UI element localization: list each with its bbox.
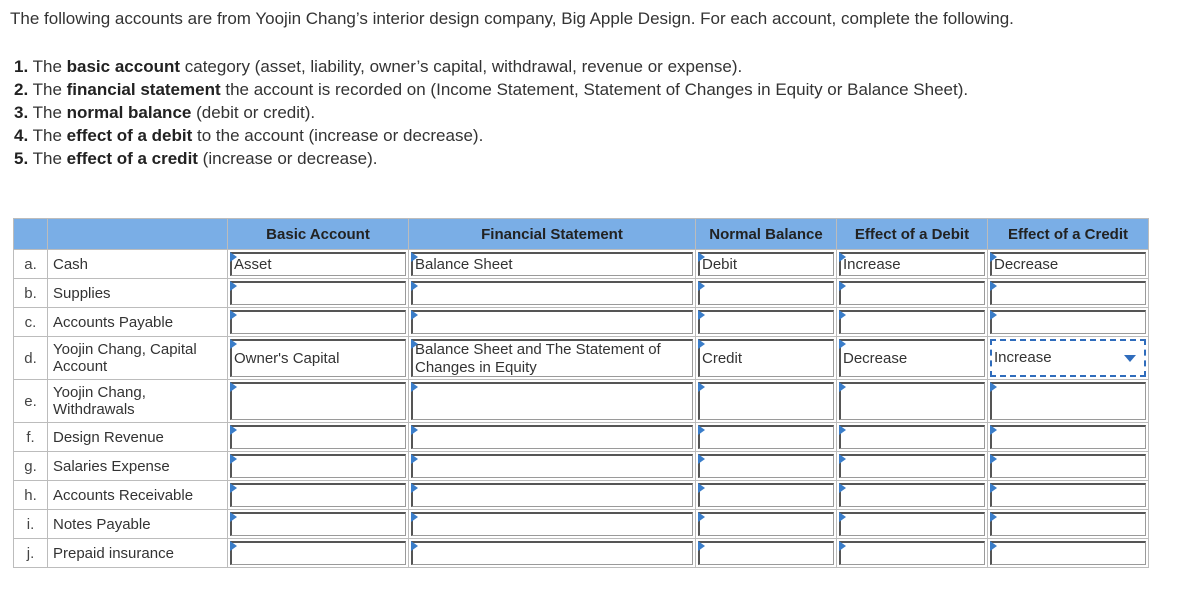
basic-account-select-cell [228,337,409,380]
basic-account-select[interactable] [230,512,406,536]
cell-wrapper [409,481,695,509]
flag-icon [990,512,997,522]
effect-debit-select-cell [837,423,988,452]
normal-balance-select-cell [696,279,837,308]
effect-debit-select[interactable] [839,281,985,305]
select-value: Credit [702,349,743,367]
header-financial-statement: Financial Statement [409,219,696,250]
flag-icon [230,454,237,464]
flag-icon [411,252,418,262]
financial-statement-select-cell [409,423,696,452]
select-value: Increase [843,255,901,273]
normal-balance-select-cell [696,510,837,539]
flag-icon [230,252,237,262]
step-text: (debit or credit). [191,103,316,122]
basic-account-select[interactable] [230,252,406,276]
financial-statement-select[interactable] [411,281,693,305]
account-name: Notes Payable [48,510,228,539]
effect-credit-select[interactable] [990,541,1146,565]
cell-wrapper [228,481,408,509]
step-number: 2. [14,80,29,99]
cell-wrapper [837,452,987,480]
step-number: 4. [14,126,29,145]
flag-icon [839,281,846,291]
step-keyword: normal balance [66,103,192,122]
normal-balance-select[interactable] [698,512,834,536]
cell-wrapper [228,250,408,278]
flag-icon [839,252,846,262]
cell-wrapper [696,337,836,379]
flag-icon [230,541,237,551]
financial-statement-select-cell [409,452,696,481]
step-text: The [32,126,67,145]
cell-wrapper [988,539,1148,567]
basic-account-select[interactable] [230,425,406,449]
financial-statement-select[interactable] [411,512,693,536]
basic-account-select[interactable] [230,281,406,305]
flag-icon [698,425,705,435]
account-name: Salaries Expense [48,452,228,481]
effect-debit-select[interactable] [839,541,985,565]
account-name: Prepaid insurance [48,539,228,568]
cell-wrapper [988,250,1148,278]
step-text: category (asset, liability, owner’s capital, withdrawal, revenue or expense). [180,57,743,76]
flag-icon [411,382,418,392]
cell-wrapper [837,308,987,336]
financial-statement-select-cell [409,308,696,337]
effect-credit-select-cell [988,481,1149,510]
select-value: Owner's Capital [234,349,340,367]
flag-icon [230,425,237,435]
normal-balance-select[interactable] [698,339,834,377]
effect-debit-select-cell [837,510,988,539]
cell-wrapper [228,510,408,538]
step-keyword: financial statement [66,80,221,99]
cell-wrapper [837,380,987,422]
table-row [14,279,1149,308]
normal-balance-select-cell [696,250,837,279]
basic-account-select-cell [228,380,409,423]
account-name: Accounts Payable [48,308,228,337]
cell-wrapper [409,250,695,278]
flag-icon [411,454,418,464]
cell-wrapper [228,423,408,451]
effect-credit-select-cell [988,250,1149,279]
cell-wrapper [837,250,987,278]
flag-icon [839,454,846,464]
cell-wrapper [409,380,695,422]
cell-wrapper [409,452,695,480]
step-1 [14,55,968,78]
financial-statement-select[interactable] [411,339,693,377]
cell-wrapper [837,510,987,538]
cell-wrapper [228,452,408,480]
cell-wrapper [988,380,1148,422]
flag-icon [839,541,846,551]
row-letter: j. [14,539,48,568]
account-name: Yoojin Chang, Capital Account [48,337,228,380]
flag-icon [411,310,418,320]
step-3 [14,101,968,124]
table-row [14,308,1149,337]
flag-icon [990,252,997,262]
basic-account-select-cell [228,481,409,510]
row-letter: f. [14,423,48,452]
select-value: Balance Sheet and The Statement of Changes in Equity [415,340,661,376]
normal-balance-select-cell [696,539,837,568]
basic-account-select[interactable] [230,382,406,420]
cell-wrapper [696,423,836,451]
select-value: Asset [234,255,272,273]
instructions-intro: The following accounts are from Yoojin Chang’s interior design company, Big Apple Design. For each account, complete the following. [10,9,1014,28]
step-text: the account is recorded on (Income Statement, Statement of Changes in Equity or Balance Sheet). [220,80,969,99]
flag-icon [698,483,705,493]
step-5 [14,147,968,170]
cell-wrapper [837,423,987,451]
flag-icon [230,512,237,522]
financial-statement-select-cell [409,250,696,279]
table-row [14,539,1149,568]
header-normal-balance: Normal Balance [696,219,837,250]
effect-debit-select[interactable] [839,252,985,276]
account-name: Cash [48,250,228,279]
cell-wrapper [409,423,695,451]
effect-debit-select-cell [837,279,988,308]
basic-account-select-cell [228,250,409,279]
select-value: Decrease [994,255,1059,273]
financial-statement-select[interactable] [411,252,693,276]
effect-debit-select-cell [837,539,988,568]
effect-credit-select-cell [988,452,1149,481]
effect-debit-select[interactable] [839,483,985,507]
effect-credit-select[interactable] [990,425,1146,449]
table-row [14,380,1149,423]
flag-icon [411,512,418,522]
cell-wrapper [696,308,836,336]
step-4 [14,124,968,147]
effect-debit-select-cell [837,337,988,380]
effect-credit-select[interactable] [990,310,1146,334]
cell-wrapper [409,308,695,336]
cell-wrapper [409,539,695,567]
table-row [14,510,1149,539]
effect-debit-select-cell [837,452,988,481]
select-value: Increase [994,349,1052,366]
table-header-row [14,219,1149,250]
flag-icon [230,310,237,320]
effect-credit-select-cell [988,380,1149,423]
select-value: Decrease [843,349,908,367]
cell-wrapper [837,337,987,379]
normal-balance-select[interactable] [698,454,834,478]
flag-icon [698,310,705,320]
row-letter: d. [14,337,48,380]
normal-balance-select-cell [696,308,837,337]
flag-icon [698,339,705,349]
flag-icon [698,382,705,392]
cell-wrapper [988,423,1148,451]
effect-credit-select[interactable] [990,512,1146,536]
flag-icon [698,512,705,522]
effect-credit-select[interactable] [990,281,1146,305]
normal-balance-select[interactable] [698,310,834,334]
row-letter: g. [14,452,48,481]
effect-debit-select[interactable] [839,454,985,478]
flag-icon [990,483,997,493]
cell-wrapper [409,279,695,307]
effect-credit-select-cell [988,539,1149,568]
step-text: The [32,80,67,99]
cell-wrapper [988,337,1148,379]
financial-statement-select[interactable] [411,483,693,507]
effect-credit-select-cell [988,510,1149,539]
cell-wrapper [988,481,1148,509]
normal-balance-select[interactable] [698,382,834,420]
account-name: Accounts Receivable [48,481,228,510]
cell-wrapper [696,481,836,509]
normal-balance-select[interactable] [698,281,834,305]
basic-account-select-cell [228,539,409,568]
row-letter: c. [14,308,48,337]
financial-statement-select[interactable] [411,425,693,449]
flag-icon [411,483,418,493]
flag-icon [990,281,997,291]
cell-wrapper [228,539,408,567]
row-letter: h. [14,481,48,510]
cell-wrapper [228,308,408,336]
financial-statement-select[interactable] [411,454,693,478]
financial-statement-select-cell [409,481,696,510]
header-effect-debit: Effect of a Debit [837,219,988,250]
cell-wrapper [696,250,836,278]
table-row [14,481,1149,510]
basic-account-select[interactable] [230,339,406,377]
financial-statement-select-cell [409,510,696,539]
effect-debit-select-cell [837,481,988,510]
effect-credit-select[interactable] [990,252,1146,276]
cell-wrapper [228,380,408,422]
flag-icon [411,541,418,551]
basic-account-select-cell [228,510,409,539]
effect-credit-select[interactable] [990,483,1146,507]
account-name: Design Revenue [48,423,228,452]
flag-icon [839,339,846,349]
normal-balance-select-cell [696,481,837,510]
row-letter: e. [14,380,48,423]
cell-wrapper [837,279,987,307]
basic-account-select-cell [228,279,409,308]
flag-icon [839,425,846,435]
table-row [14,337,1149,380]
row-letter: a. [14,250,48,279]
financial-statement-select-cell [409,279,696,308]
flag-icon [839,512,846,522]
table-row [14,423,1149,452]
basic-account-select[interactable] [230,541,406,565]
effect-credit-select[interactable] [990,382,1146,420]
cell-wrapper [696,452,836,480]
step-2 [14,78,968,101]
flag-icon [411,339,418,349]
cell-wrapper [696,380,836,422]
cell-wrapper [988,510,1148,538]
basic-account-select-cell [228,308,409,337]
select-value: Debit [702,255,738,273]
financial-statement-select[interactable] [411,382,693,420]
flag-icon [839,310,846,320]
normal-balance-select[interactable] [698,425,834,449]
basic-account-select[interactable] [230,483,406,507]
effect-debit-select[interactable] [839,382,985,420]
flag-icon [990,541,997,551]
flag-icon [698,454,705,464]
flag-icon [698,541,705,551]
financial-statement-select[interactable] [411,310,693,334]
flag-icon [411,281,418,291]
cell-wrapper [988,308,1148,336]
normal-balance-select-cell [696,337,837,380]
effect-credit-select-cell [988,337,1149,380]
financial-statement-select[interactable] [411,541,693,565]
step-keyword: effect of a credit [66,149,198,168]
cell-wrapper [696,279,836,307]
effect-credit-select[interactable] [990,454,1146,478]
basic-account-select[interactable] [230,454,406,478]
step-number: 1. [14,57,29,76]
caret-down-icon[interactable] [1124,355,1136,362]
step-text: to the account (increase or decrease). [192,126,484,145]
flag-icon [990,310,997,320]
flag-icon [230,281,237,291]
effect-debit-select[interactable] [839,310,985,334]
effect-credit-select-cell [988,279,1149,308]
cell-wrapper [409,337,695,379]
flag-icon [411,425,418,435]
table-row [14,452,1149,481]
effect-debit-select-cell [837,250,988,279]
select-value: Balance Sheet [415,255,513,273]
account-name: Supplies [48,279,228,308]
effect-debit-select[interactable] [839,339,985,377]
effect-debit-select[interactable] [839,512,985,536]
normal-balance-select[interactable] [698,252,834,276]
financial-statement-select-cell [409,539,696,568]
flag-icon [990,454,997,464]
normal-balance-select-cell [696,452,837,481]
cell-wrapper [837,539,987,567]
cell-wrapper [988,279,1148,307]
row-letter: b. [14,279,48,308]
cell-wrapper [409,510,695,538]
header-basic-account: Basic Account [228,219,409,250]
accounts-table [13,218,1149,568]
normal-balance-select[interactable] [698,541,834,565]
account-name: Yoojin Chang, Withdrawals [48,380,228,423]
normal-balance-select-cell [696,380,837,423]
financial-statement-select-cell [409,337,696,380]
basic-account-select-cell [228,423,409,452]
header-letter [14,219,48,250]
step-keyword: basic account [66,57,181,76]
normal-balance-select[interactable] [698,483,834,507]
instruction-steps [14,55,968,170]
cell-wrapper [696,510,836,538]
financial-statement-select-cell [409,380,696,423]
effect-credit-select-cell [988,308,1149,337]
flag-icon [839,483,846,493]
flag-icon [990,425,997,435]
effect-debit-select[interactable] [839,425,985,449]
step-text: The [32,103,67,122]
flag-icon [230,483,237,493]
step-keyword: effect of a debit [66,126,193,145]
basic-account-select[interactable] [230,310,406,334]
flag-icon [990,382,997,392]
step-text: The [32,57,67,76]
cell-wrapper [228,337,408,379]
header-account [48,219,228,250]
flag-icon [698,281,705,291]
effect-credit-select[interactable] [990,339,1146,377]
flag-icon [698,252,705,262]
row-letter: i. [14,510,48,539]
step-number: 3. [14,103,29,122]
step-text: The [32,149,67,168]
effect-debit-select-cell [837,308,988,337]
normal-balance-select-cell [696,423,837,452]
step-text: (increase or decrease). [197,149,378,168]
step-number: 5. [14,149,29,168]
cell-wrapper [988,452,1148,480]
cell-wrapper [837,481,987,509]
cell-wrapper [228,279,408,307]
cell-wrapper [696,539,836,567]
effect-debit-select-cell [837,380,988,423]
basic-account-select-cell [228,452,409,481]
header-effect-credit: Effect of a Credit [988,219,1149,250]
effect-credit-select-cell [988,423,1149,452]
flag-icon [839,382,846,392]
table-row [14,250,1149,279]
flag-icon [230,382,237,392]
flag-icon [230,339,237,349]
